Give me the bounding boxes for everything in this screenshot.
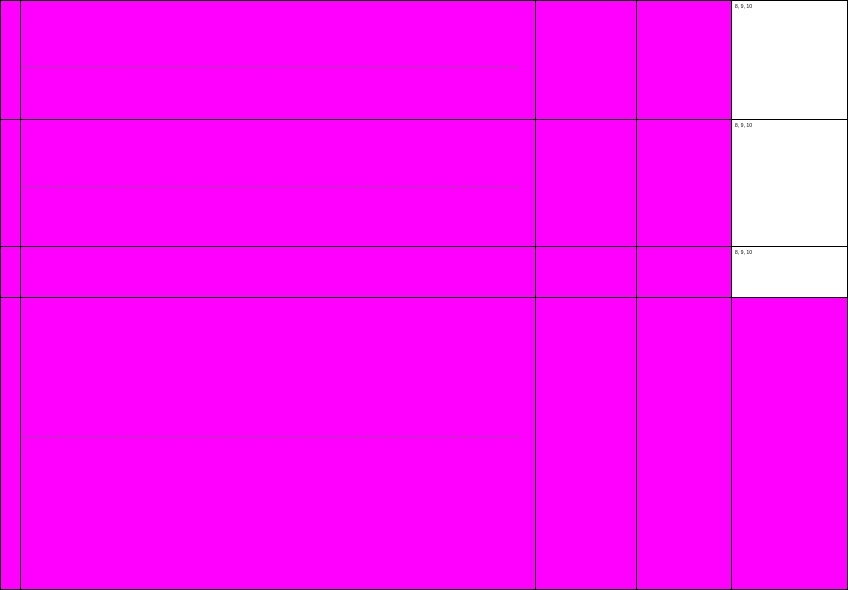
table-row: [1, 246, 848, 297]
row-description-cell: [20, 1, 535, 120]
spacer: [24, 316, 533, 321]
row-owner-cell: [536, 246, 637, 297]
row-status-cell: [636, 246, 731, 297]
spacer: [24, 130, 533, 135]
row-status-cell: [636, 298, 731, 590]
row-status-cell: [636, 119, 731, 246]
row-id-cell: [1, 246, 21, 297]
description-body: [24, 122, 533, 199]
row-owner-cell: [536, 298, 637, 590]
divider: [24, 186, 518, 187]
row-id-cell: [1, 119, 21, 246]
table-row: [1, 119, 848, 246]
row-owner-cell: [536, 1, 637, 120]
row-description-cell: [20, 119, 535, 246]
row-reference-cell: [731, 119, 847, 246]
row-status-cell: [636, 1, 731, 120]
description-body: [24, 3, 533, 68]
description-body: [24, 249, 533, 273]
spacer: [24, 449, 533, 454]
table-body: [1, 1, 848, 590]
row-id-cell: [1, 1, 21, 120]
divider: [24, 437, 518, 438]
row-reference-cell: [731, 246, 847, 297]
description-body: [24, 300, 533, 462]
reference-value: 8, 9, 10: [734, 122, 753, 129]
divider: [24, 67, 518, 68]
table-row: [1, 298, 848, 590]
row-reference-cell: [731, 298, 847, 590]
row-description-cell: [20, 246, 535, 297]
spacer: [24, 11, 533, 16]
table-row: [1, 1, 848, 120]
row-reference-cell: [731, 1, 847, 120]
row-id-cell: [1, 298, 21, 590]
row-description-cell: [20, 298, 535, 590]
row-owner-cell: [536, 119, 637, 246]
reference-value: 8, 9, 10: [734, 249, 753, 256]
reference-value: 8, 9, 10: [734, 4, 753, 10]
